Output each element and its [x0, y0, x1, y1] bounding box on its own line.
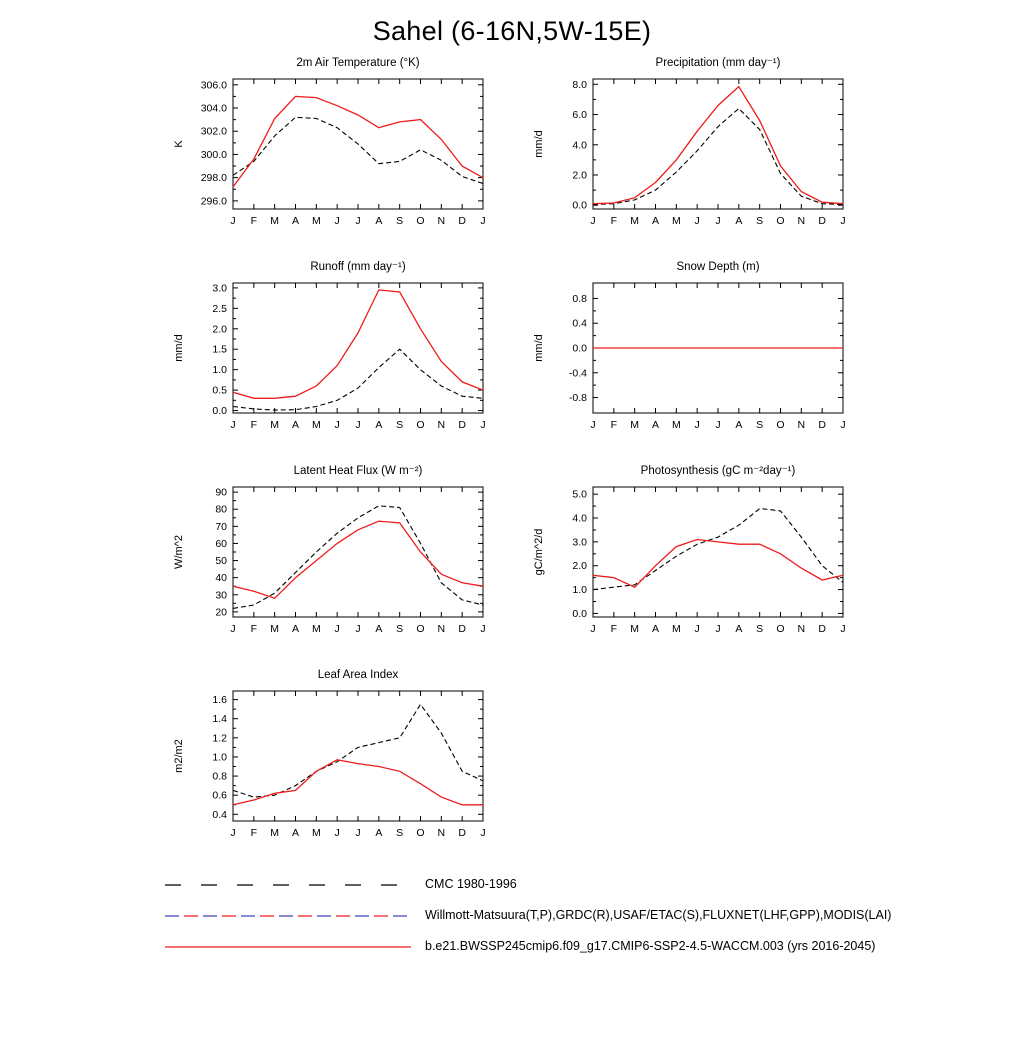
svg-text:A: A — [375, 827, 383, 839]
legend-item-observations — [163, 908, 1024, 922]
svg-text:J: J — [480, 827, 486, 839]
svg-text:Latent Heat Flux (W m⁻²): Latent Heat Flux (W m⁻²) — [293, 465, 423, 477]
svg-text:20: 20 — [215, 606, 227, 619]
svg-text:8.0: 8.0 — [572, 78, 587, 91]
svg-text:-0.4: -0.4 — [568, 367, 587, 380]
svg-text:A: A — [651, 419, 660, 431]
svg-text:J: J — [355, 827, 361, 839]
legend-label-observations: Willmott-Matsuura(T,P),GRDC(R),USAF/ETAC(S),FLUXNET(LHF,GPP),MODIS(LAI) — [425, 908, 892, 922]
svg-text:m2/m2: m2/m2 — [173, 739, 185, 773]
svg-text:J: J — [840, 215, 846, 227]
svg-text:1.6: 1.6 — [212, 694, 227, 707]
svg-text:O: O — [776, 215, 785, 227]
svg-text:J: J — [715, 623, 721, 635]
svg-text:80: 80 — [215, 503, 227, 516]
svg-text:A: A — [291, 215, 300, 227]
svg-text:Photosynthesis (gC m⁻²day⁻¹): Photosynthesis (gC m⁻²day⁻¹) — [640, 465, 796, 477]
svg-text:J: J — [480, 623, 486, 635]
svg-text:A: A — [375, 623, 383, 635]
svg-text:J: J — [694, 623, 700, 635]
svg-text:A: A — [735, 215, 743, 227]
svg-text:J: J — [840, 623, 846, 635]
charts-grid — [169, 53, 855, 855]
svg-text:1.4: 1.4 — [212, 713, 227, 726]
figure-title: Sahel (6-16N,5W-15E) — [372, 16, 652, 46]
svg-text:5.0: 5.0 — [572, 488, 587, 501]
svg-text:F: F — [250, 419, 258, 431]
svg-text:F: F — [610, 623, 618, 635]
chart-latent-heat-flux — [169, 461, 495, 651]
svg-text:A: A — [651, 215, 660, 227]
svg-text:2.5: 2.5 — [212, 302, 227, 315]
svg-text:60: 60 — [215, 537, 227, 550]
svg-text:J: J — [334, 623, 340, 635]
svg-text:M: M — [630, 419, 640, 431]
legend — [163, 877, 1024, 953]
svg-text:A: A — [735, 623, 743, 635]
svg-text:A: A — [291, 623, 300, 635]
legend-line-model-icon — [163, 940, 413, 952]
svg-text:D: D — [458, 827, 466, 839]
svg-text:3.0: 3.0 — [212, 282, 227, 295]
svg-text:J: J — [355, 623, 361, 635]
svg-text:0.5: 0.5 — [212, 384, 227, 397]
svg-text:mm/d: mm/d — [533, 334, 545, 362]
legend-label-model: b.e21.BWSSP245cmip6.f09_g17.CMIP6-SSP2-4.5-WACCM.003 (yrs 2016-2045) — [425, 939, 876, 953]
svg-text:0.0: 0.0 — [572, 607, 587, 620]
svg-text:N: N — [797, 623, 806, 635]
svg-text:J: J — [230, 623, 236, 635]
svg-text:N: N — [437, 419, 446, 431]
svg-text:F: F — [250, 827, 258, 839]
svg-text:2m Air Temperature (°K): 2m Air Temperature (°K) — [296, 57, 420, 69]
svg-text:S: S — [756, 623, 764, 635]
svg-text:S: S — [396, 419, 404, 431]
figure-page — [0, 16, 1024, 953]
svg-text:O: O — [416, 215, 425, 227]
svg-text:4.0: 4.0 — [572, 139, 587, 152]
svg-text:70: 70 — [215, 520, 227, 533]
svg-text:S: S — [756, 419, 764, 431]
svg-text:30: 30 — [215, 589, 227, 602]
svg-text:296.0: 296.0 — [200, 195, 227, 208]
svg-text:J: J — [355, 419, 361, 431]
svg-text:J: J — [715, 419, 721, 431]
svg-text:Leaf Area Index: Leaf Area Index — [317, 669, 399, 681]
svg-text:298.0: 298.0 — [200, 172, 227, 185]
svg-text:M: M — [671, 419, 681, 431]
chart-2m-air-temperature — [169, 53, 495, 243]
svg-text:D: D — [458, 623, 466, 635]
svg-text:O: O — [416, 623, 425, 635]
svg-text:M: M — [311, 623, 321, 635]
svg-text:mm/d: mm/d — [173, 334, 185, 362]
svg-text:M: M — [671, 215, 681, 227]
svg-text:S: S — [756, 215, 764, 227]
svg-text:S: S — [396, 623, 404, 635]
svg-text:S: S — [396, 215, 404, 227]
svg-text:0.4: 0.4 — [212, 808, 227, 821]
svg-text:90: 90 — [215, 486, 227, 499]
svg-text:N: N — [797, 215, 806, 227]
svg-text:D: D — [818, 215, 826, 227]
svg-text:0.8: 0.8 — [212, 770, 227, 783]
svg-text:J: J — [694, 419, 700, 431]
legend-item-cmc — [163, 877, 1024, 891]
svg-text:1.5: 1.5 — [212, 343, 227, 356]
svg-text:D: D — [818, 623, 826, 635]
svg-text:M: M — [270, 623, 280, 635]
svg-text:300.0: 300.0 — [200, 148, 227, 161]
svg-text:0.0: 0.0 — [572, 199, 587, 212]
svg-text:J: J — [230, 827, 236, 839]
svg-text:A: A — [375, 215, 383, 227]
svg-text:A: A — [735, 419, 743, 431]
svg-text:J: J — [480, 215, 486, 227]
svg-text:F: F — [250, 623, 258, 635]
svg-text:M: M — [671, 623, 681, 635]
svg-text:M: M — [311, 419, 321, 431]
svg-text:O: O — [776, 419, 785, 431]
svg-text:O: O — [416, 827, 425, 839]
svg-text:O: O — [776, 623, 785, 635]
svg-text:S: S — [396, 827, 404, 839]
chart-runoff — [169, 257, 495, 447]
svg-text:304.0: 304.0 — [200, 102, 227, 115]
svg-text:gC/m^2/d: gC/m^2/d — [533, 528, 545, 576]
chart-precipitation — [529, 53, 855, 243]
svg-text:J: J — [715, 215, 721, 227]
svg-text:M: M — [630, 623, 640, 635]
svg-text:0.6: 0.6 — [212, 789, 227, 802]
svg-text:0.4: 0.4 — [572, 317, 587, 330]
svg-text:J: J — [334, 215, 340, 227]
legend-line-observations-icon — [163, 909, 413, 921]
svg-text:J: J — [590, 623, 596, 635]
svg-text:Snow Depth (m): Snow Depth (m) — [676, 261, 760, 273]
svg-text:J: J — [334, 419, 340, 431]
svg-text:0.0: 0.0 — [212, 405, 227, 418]
svg-text:-0.8: -0.8 — [568, 392, 587, 405]
svg-text:50: 50 — [215, 555, 227, 568]
svg-text:J: J — [840, 419, 846, 431]
svg-text:3.0: 3.0 — [572, 536, 587, 549]
svg-text:J: J — [590, 215, 596, 227]
svg-text:K: K — [173, 140, 185, 148]
svg-text:D: D — [458, 419, 466, 431]
svg-text:J: J — [480, 419, 486, 431]
svg-text:A: A — [651, 623, 660, 635]
svg-text:N: N — [437, 623, 446, 635]
svg-text:N: N — [437, 827, 446, 839]
svg-text:4.0: 4.0 — [572, 512, 587, 525]
svg-text:1.0: 1.0 — [212, 751, 227, 764]
svg-text:mm/d: mm/d — [533, 130, 545, 158]
svg-text:M: M — [270, 215, 280, 227]
svg-text:302.0: 302.0 — [200, 125, 227, 138]
chart-leaf-area-index — [169, 665, 495, 855]
svg-text:6.0: 6.0 — [572, 109, 587, 122]
svg-text:N: N — [437, 215, 446, 227]
svg-text:Precipitation (mm day⁻¹): Precipitation (mm day⁻¹) — [655, 57, 781, 69]
svg-text:1.0: 1.0 — [212, 364, 227, 377]
legend-line-cmc-icon — [163, 878, 413, 890]
svg-text:M: M — [270, 827, 280, 839]
svg-text:J: J — [355, 215, 361, 227]
svg-text:M: M — [630, 215, 640, 227]
svg-text:2.0: 2.0 — [212, 323, 227, 336]
legend-item-model — [163, 939, 1024, 953]
svg-text:0.0: 0.0 — [572, 342, 587, 355]
svg-text:F: F — [610, 419, 618, 431]
svg-text:J: J — [694, 215, 700, 227]
svg-text:D: D — [458, 215, 466, 227]
svg-text:J: J — [590, 419, 596, 431]
svg-text:M: M — [311, 215, 321, 227]
svg-text:40: 40 — [215, 572, 227, 585]
svg-text:2.0: 2.0 — [572, 169, 587, 182]
svg-text:Runoff (mm day⁻¹): Runoff (mm day⁻¹) — [310, 261, 406, 273]
svg-text:0.8: 0.8 — [572, 292, 587, 305]
svg-text:1.0: 1.0 — [572, 584, 587, 597]
svg-text:A: A — [291, 827, 300, 839]
svg-text:O: O — [416, 419, 425, 431]
svg-text:2.0: 2.0 — [572, 560, 587, 573]
svg-text:A: A — [375, 419, 383, 431]
svg-text:D: D — [818, 419, 826, 431]
svg-text:1.2: 1.2 — [212, 732, 227, 745]
svg-text:N: N — [797, 419, 806, 431]
svg-text:F: F — [610, 215, 618, 227]
svg-text:M: M — [311, 827, 321, 839]
svg-text:J: J — [230, 215, 236, 227]
svg-text:F: F — [250, 215, 258, 227]
svg-text:M: M — [270, 419, 280, 431]
svg-text:J: J — [230, 419, 236, 431]
svg-text:W/m^2: W/m^2 — [173, 535, 185, 569]
legend-label-cmc: CMC 1980-1996 — [425, 877, 517, 891]
chart-photosynthesis — [529, 461, 855, 651]
svg-text:306.0: 306.0 — [200, 79, 227, 92]
svg-text:J: J — [334, 827, 340, 839]
chart-snow-depth — [529, 257, 855, 447]
svg-text:A: A — [291, 419, 300, 431]
